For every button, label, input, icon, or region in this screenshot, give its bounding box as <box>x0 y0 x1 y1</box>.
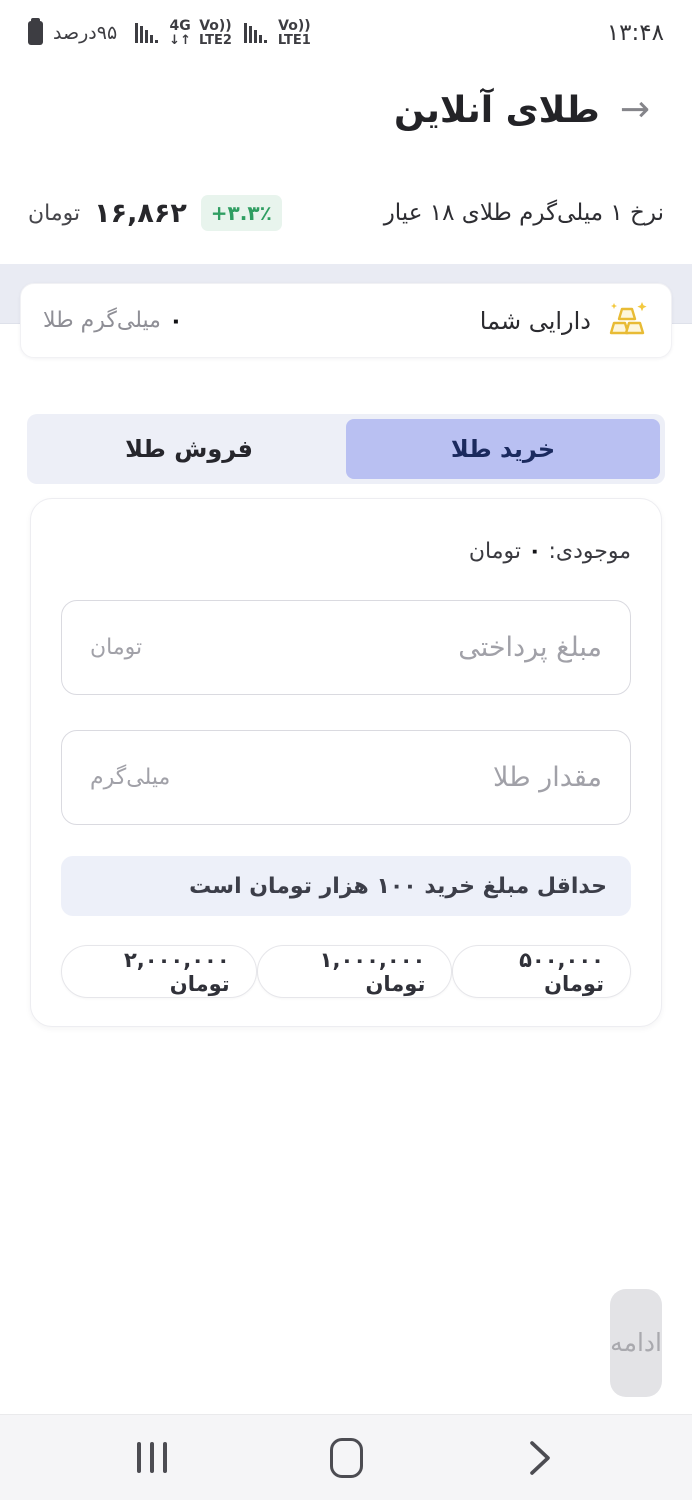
price-value: ۱۶,۸۶۲ <box>94 197 187 229</box>
status-bar <box>0 0 692 56</box>
signal-bars-icon <box>135 21 161 45</box>
home-button[interactable] <box>316 1438 376 1478</box>
recents-icon <box>137 1442 167 1473</box>
gold-amount-input[interactable] <box>61 730 631 825</box>
home-icon <box>330 1438 363 1478</box>
assets-card[interactable] <box>20 283 672 358</box>
payment-amount-placeholder: مبلغ پرداختی <box>458 632 602 663</box>
network-volte-1 <box>199 19 232 47</box>
page-title: طلای آنلاین <box>393 89 600 131</box>
price-row <box>0 190 692 236</box>
payment-amount-input[interactable] <box>61 600 631 695</box>
lte1-label: LTE1 <box>277 32 311 48</box>
assets-amount-unit: میلی‌گرم طلا <box>43 308 161 333</box>
android-nav-bar <box>0 1414 692 1500</box>
quick-amount-2m[interactable]: ۲,۰۰۰,۰۰۰ تومان <box>61 945 257 998</box>
buy-form-card <box>30 498 662 1027</box>
volte1-icon: Vo)) <box>199 17 232 34</box>
assets-amount-value: ۰ <box>168 307 183 334</box>
price-unit: تومان <box>28 200 81 226</box>
battery-percent: ۹۵درصد <box>53 22 118 44</box>
minimum-purchase-notice: حداقل مبلغ خرید ۱۰۰ هزار تومان است <box>61 856 631 916</box>
assets-title: دارایی شما <box>479 306 591 335</box>
battery-icon <box>28 21 43 45</box>
payment-amount-unit: تومان <box>90 635 143 660</box>
buy-sell-tabs <box>27 414 665 484</box>
network-tech <box>169 19 191 47</box>
quick-amount-1m[interactable]: ۱,۰۰۰,۰۰۰ تومان <box>257 945 453 998</box>
gold-bars-icon <box>605 300 649 342</box>
continue-button[interactable]: ادامه <box>610 1289 662 1397</box>
back-arrow-icon[interactable]: → <box>619 89 650 130</box>
signal-bars-icon <box>244 21 270 45</box>
recents-button[interactable] <box>122 1442 182 1473</box>
volte2-icon: Vo)) <box>278 17 311 34</box>
network-volte-2 <box>278 19 311 47</box>
price-label: نرخ ۱ میلی‌گرم طلای ۱۸ عیار <box>383 200 664 226</box>
assets-section <box>0 264 692 414</box>
lte2-label: LTE2 <box>198 32 232 48</box>
balance-value: ۰ <box>528 538 542 564</box>
back-button[interactable] <box>510 1437 570 1479</box>
quick-amount-chips <box>61 945 631 998</box>
balance-unit: تومان <box>468 538 522 564</box>
price-value-group <box>28 195 282 231</box>
net1-arrows-icon: ↓↑ <box>169 32 191 48</box>
assets-amount <box>43 308 183 334</box>
header <box>0 82 692 138</box>
net1-tech-label: 4G <box>169 17 191 34</box>
balance-line <box>61 535 631 567</box>
gold-amount-placeholder: مقدار طلا <box>492 762 602 793</box>
back-chevron-icon <box>526 1437 554 1479</box>
tab-sell-gold[interactable]: فروش طلا <box>125 435 253 463</box>
balance-label: موجودی: <box>548 538 631 564</box>
gold-amount-unit: میلی‌گرم <box>90 765 171 790</box>
clock: ۱۳:۴۸ <box>606 20 664 46</box>
quick-amount-500k[interactable]: ۵۰۰,۰۰۰ تومان <box>452 945 631 998</box>
tab-buy-gold[interactable]: خرید طلا <box>346 419 660 479</box>
price-change-badge: +۳.۳٪ <box>201 195 282 231</box>
